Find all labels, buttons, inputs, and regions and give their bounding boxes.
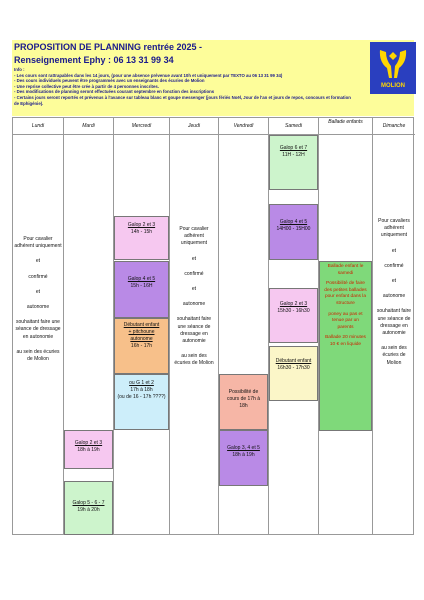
desc-line: souhaitant faire une séance de dressage en autonomie — [15, 319, 61, 340]
contact-line: Renseignement Ephy : 06 13 31 99 34 — [14, 55, 174, 65]
slot-time: 17h à 18h — [130, 387, 153, 393]
slot-title: Galop 4 et 5 — [127, 276, 156, 282]
desc-line: souhaitant faire une séance de dressage en autonomie — [376, 308, 412, 337]
desc-line: et — [391, 278, 397, 285]
dimanche-description — [373, 218, 415, 375]
slot-title: Débutant enfant + pitchoune autonome — [123, 322, 160, 342]
day-header: Dimanche — [373, 118, 415, 135]
column-ballade — [319, 118, 373, 534]
day-header: Samedi — [269, 118, 318, 135]
info-label: Info : — [14, 67, 25, 72]
ballade-line: Ballade 20 minutes 10 € en liquide — [325, 335, 366, 347]
column-vendredi — [219, 118, 269, 534]
molion-logo — [370, 42, 416, 94]
slot-time: 18h à 19h — [77, 447, 100, 453]
desc-line: souhaitant faire une séance de dressage en autonomie — [176, 316, 212, 345]
slot-time: 15h - 16H — [130, 283, 153, 289]
slot-time: 14h - 15h — [130, 229, 153, 235]
desc-line: et — [35, 288, 41, 295]
column-jeudi — [170, 118, 219, 534]
planning-grid — [12, 117, 414, 535]
desc-line: et — [191, 255, 197, 262]
slot-mercredi-g12 — [114, 374, 169, 430]
desc-line: autonome — [182, 301, 206, 308]
slot-title: Galop 6 et 7 — [279, 145, 308, 151]
desc-line: Pour cavalier adhérent uniquement — [14, 236, 62, 250]
slot-note: (ou de 16 - 17h ????) — [117, 394, 166, 400]
slot-samedi-galop67 — [269, 135, 318, 190]
slot-time: 18h à 19h — [232, 452, 255, 458]
slot-ballade — [319, 261, 372, 431]
slot-mercredi-debutant — [114, 318, 169, 374]
desc-line: au sein des écuries de Molion — [174, 353, 214, 367]
slot-title: ou G 1 et 2 — [129, 380, 154, 386]
slot-title: Galop 2 et 3 — [127, 222, 156, 228]
horse-head-icon — [377, 48, 409, 80]
desc-line: et — [391, 247, 397, 254]
day-header: Mardi — [64, 118, 113, 135]
desc-line: au sein des écuries de Molion — [381, 345, 407, 366]
slot-mercredi-galop23 — [114, 216, 169, 260]
desc-line: au sein des écuries de Molion — [16, 348, 60, 363]
slot-time: 16h30 - 17h30 — [277, 365, 310, 371]
slot-time: 15h30 - 16h30 — [277, 308, 310, 314]
ballade-line: Possibilité de faire des petites ballades pour enfant dans la structure — [324, 281, 367, 306]
logo-text: MOLION — [381, 83, 405, 89]
ballade-line: Ballade enfant le samedi — [327, 264, 364, 276]
slot-title: Galop 2 et 3 — [74, 440, 103, 446]
info-block — [14, 67, 354, 106]
info-line: - Les cours sont rattrapables dans les 14 jours, (pour une absence prévenue avant 10h et uniquement par TEXTO au 06 13 31 99 34) — [14, 72, 283, 78]
desc-line: confirmé — [384, 262, 404, 269]
desc-line: et — [35, 258, 41, 265]
slot-mardi-galop23 — [64, 430, 113, 469]
slot-title: Possibilité de cours de 17h à 18h — [226, 389, 261, 409]
desc-line: confirmé — [28, 273, 48, 280]
info-line: - Des modifications de planning seront effectuées courant septembre en fonction des inscriptions — [14, 89, 215, 95]
info-line: - Une reprise collective peut être crée à partir de 4 personnes inscrites. — [14, 83, 159, 89]
lundi-description — [13, 236, 63, 371]
desc-line: autonome — [26, 304, 50, 311]
page-title: PROPOSITION DE PLANNING rentrée 2025 - — [14, 42, 203, 52]
info-line: - Certains jours seront reportés et prévenus à l'avance sur tableau blanc et goupe messenger (jours fériés Noël, Jour de l'an et jours de repos, concours et formation de Ephigénie). — [14, 94, 351, 106]
slot-time: 11H - 12H — [282, 152, 305, 158]
column-mardi — [64, 118, 114, 534]
header-banner — [12, 40, 414, 116]
slot-title: Débutant enfant — [275, 358, 312, 364]
desc-line: Pour cavalier adhérent uniquement — [179, 226, 209, 247]
slot-title: Galop 2 et 3 — [279, 301, 308, 307]
day-header: Vendredi — [219, 118, 268, 135]
slot-samedi-debutant — [269, 346, 318, 401]
day-header: Mercredi — [114, 118, 169, 135]
slot-title: Galop 3, 4 et 5 — [227, 445, 260, 451]
slot-title: Galop 5 - 6 - 7 — [72, 500, 105, 506]
desc-line: Pour cavaliers adhérent uniquement — [378, 218, 410, 239]
jeudi-description — [170, 226, 218, 376]
slot-time: 16h - 17h — [130, 343, 153, 349]
column-samedi — [269, 118, 319, 534]
desc-line: autonome — [382, 293, 406, 300]
day-header: Ballade enfants — [319, 118, 372, 135]
slot-vendredi-possibilite — [219, 374, 268, 430]
slot-vendredi-galop345 — [219, 430, 268, 486]
slot-mercredi-galop45 — [114, 261, 169, 318]
column-lundi — [13, 118, 64, 534]
slot-time: 19h à 20h — [77, 507, 100, 513]
ballade-line: poney au pas et tenue par un parents — [328, 311, 363, 330]
slot-time: 14H00 - 15H00 — [276, 226, 311, 232]
slot-samedi-galop23 — [269, 288, 318, 343]
column-mercredi — [114, 118, 170, 534]
day-header: Lundi — [13, 118, 63, 135]
desc-line: confirmé — [184, 270, 204, 277]
column-dimanche — [373, 118, 415, 534]
day-header: Jeudi — [170, 118, 218, 135]
slot-title: Galop 4 et 5 — [279, 219, 308, 225]
info-line: - Des cours individuels peuvent être programmés avec un enseignants des écuries de Molion — [14, 78, 205, 84]
slot-mardi-galop567 — [64, 481, 113, 535]
desc-line: et — [191, 286, 197, 293]
slot-samedi-galop45 — [269, 204, 318, 260]
